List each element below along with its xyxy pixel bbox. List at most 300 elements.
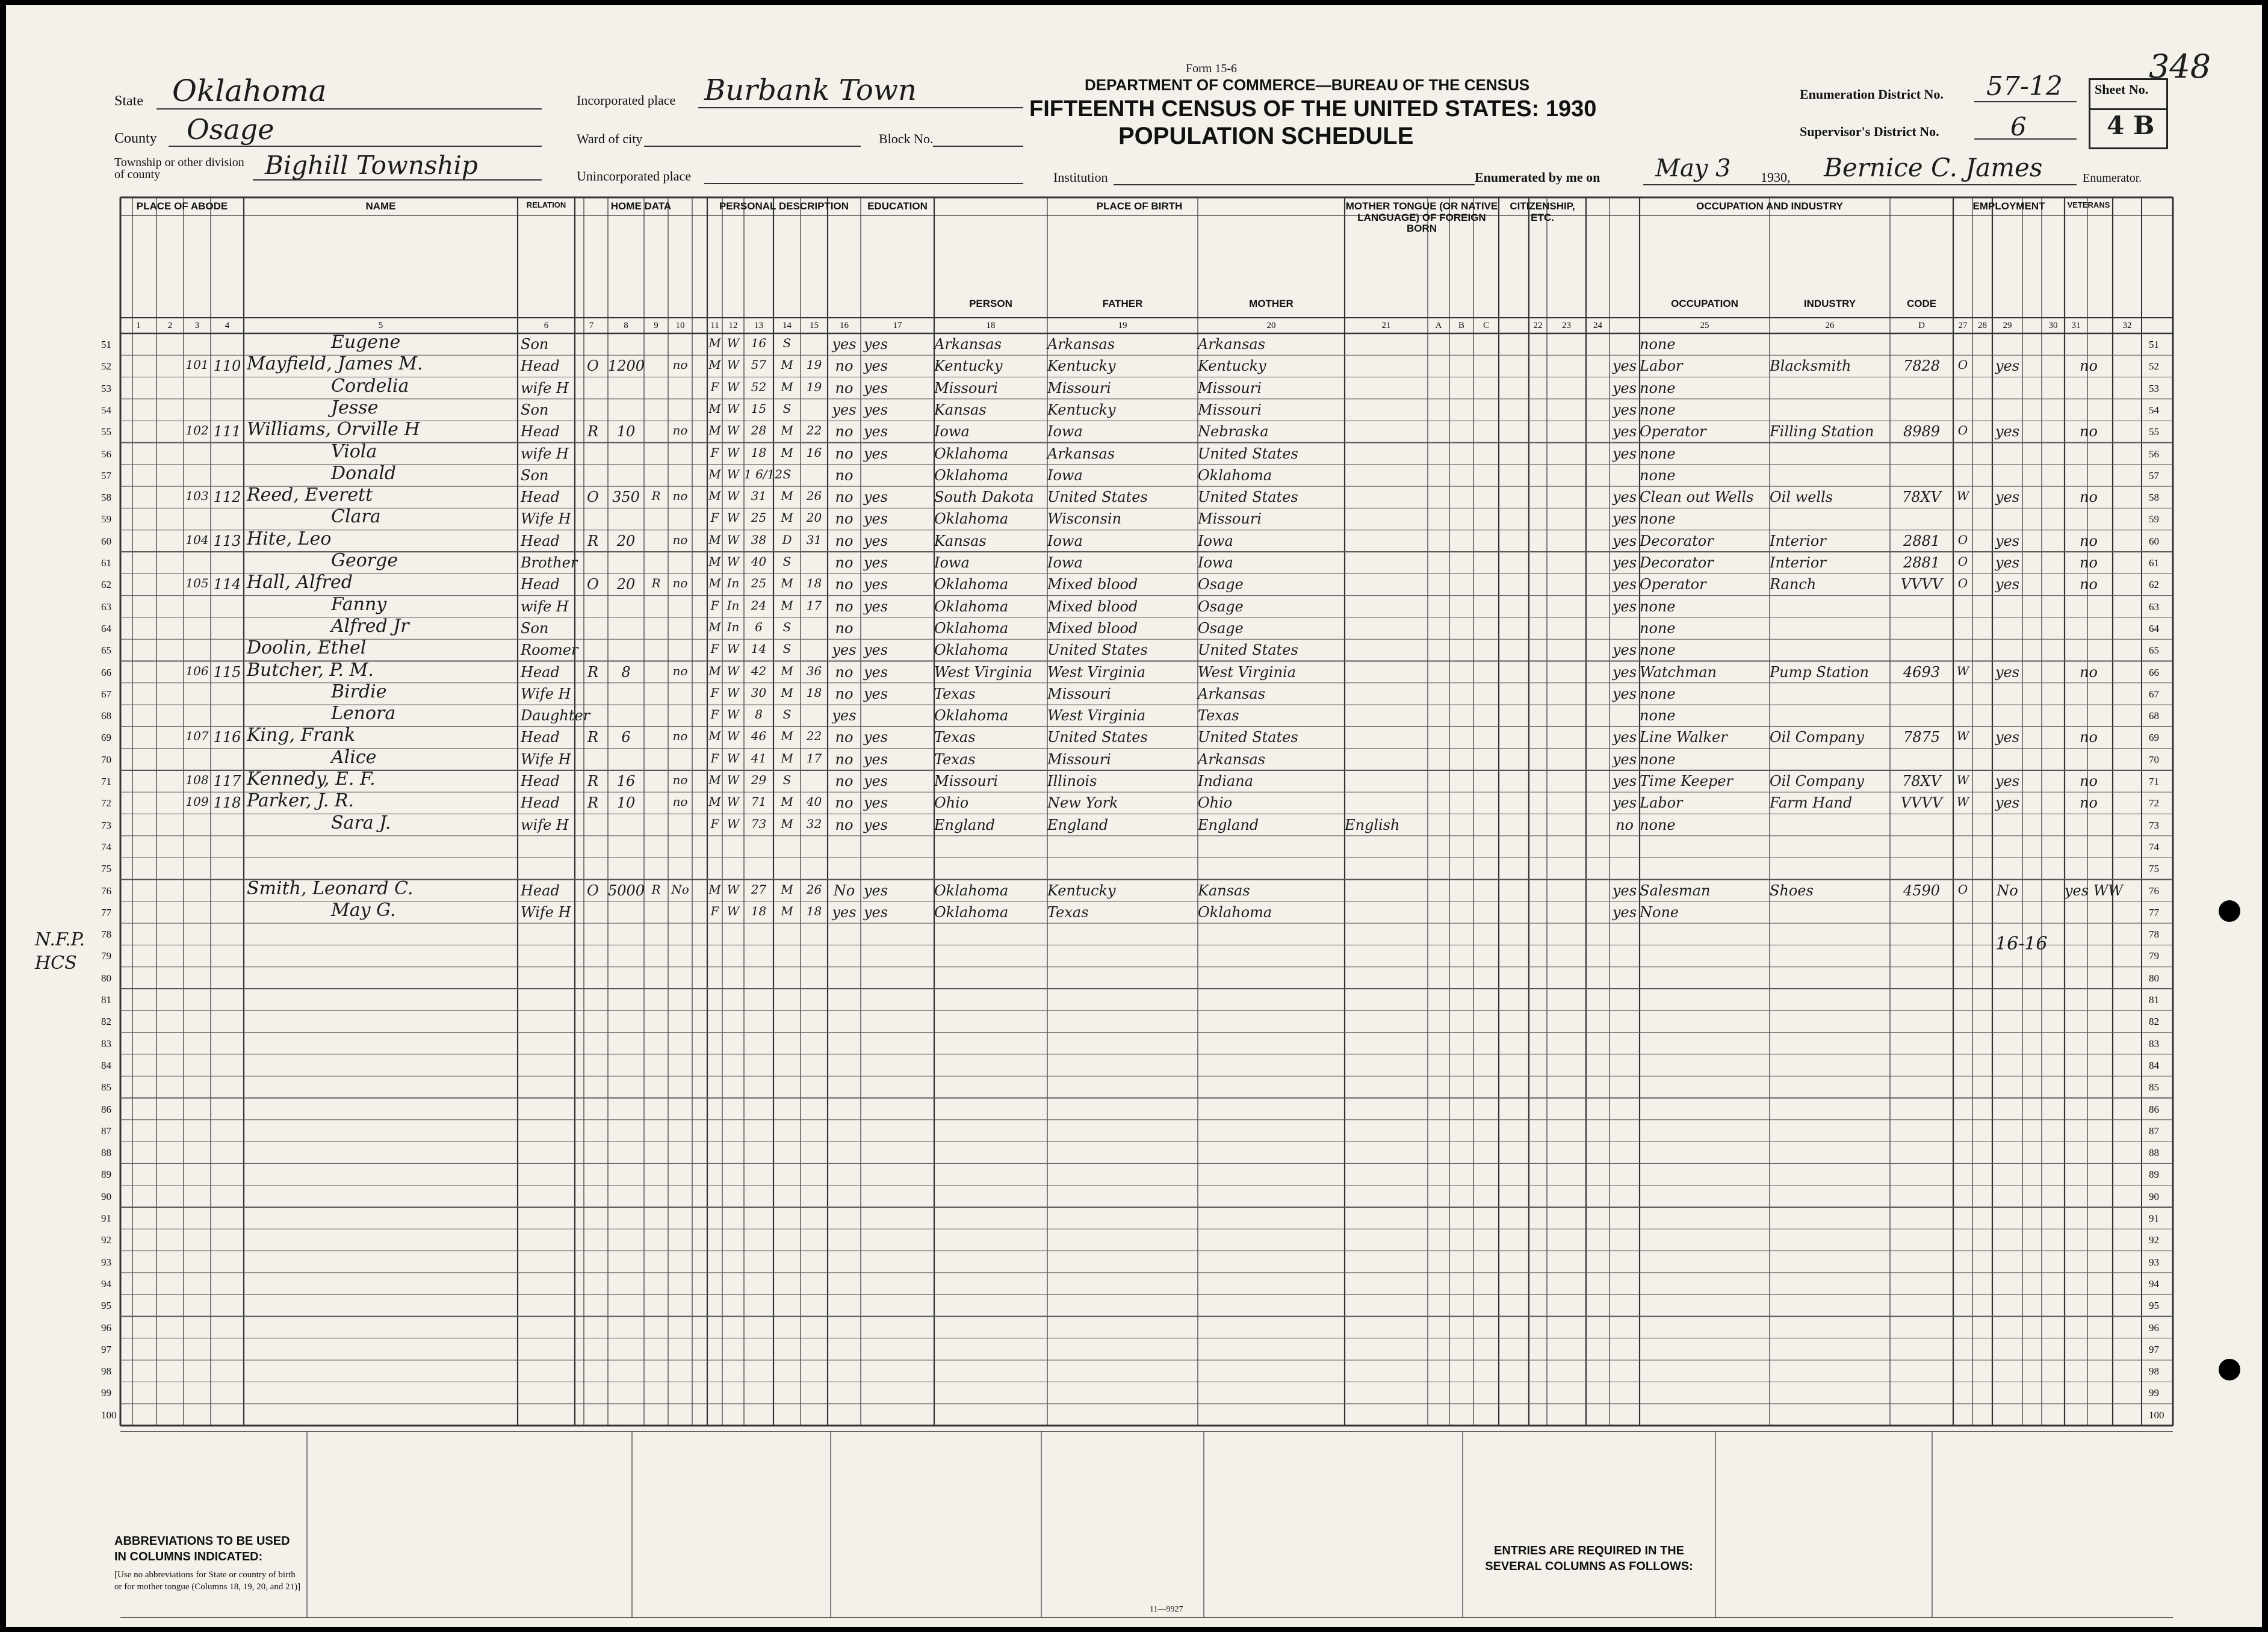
cell-eng: yes [1612, 510, 1637, 528]
cell-occ: none [1640, 641, 1676, 659]
cell-age: 8 [755, 707, 763, 722]
cell-rel: Son [521, 336, 549, 353]
institution-label: Institution [1053, 170, 1108, 185]
cell-sex: F [710, 685, 719, 700]
cell-race: In [727, 576, 740, 591]
cell-bp: Iowa [934, 423, 970, 440]
cell-name: Fanny [331, 593, 387, 615]
cell-agem: 22 [806, 423, 822, 438]
column-number: 18 [986, 321, 996, 330]
cell-fbp: United States [1047, 489, 1148, 506]
cell-mbp: England [1198, 816, 1259, 833]
cell-ind: Pump Station [1770, 663, 1869, 681]
column-number: 17 [893, 321, 902, 330]
table-row [6, 705, 2262, 726]
cell-fbp: Wisconsin [1047, 510, 1122, 528]
column-number: 22 [1533, 321, 1543, 330]
row-number-left: 55 [101, 426, 111, 438]
cell-mbp: Oklahoma [1198, 466, 1272, 484]
column-group-label: HOME DATA [610, 200, 672, 212]
cell-name: George [331, 550, 398, 571]
table-row [6, 858, 2262, 879]
table-row [6, 1229, 2262, 1250]
table-row [6, 1098, 2262, 1120]
cell-sex: M [708, 773, 721, 787]
cell-agem: 26 [806, 489, 822, 504]
enumerator-name: Bernice C. James [1824, 153, 2043, 182]
cell-age: 27 [751, 882, 767, 897]
cell-read: yes [863, 357, 888, 375]
row-number-right: 67 [2149, 688, 2159, 700]
cell-agem: 31 [806, 532, 822, 547]
cell-agem: 19 [806, 379, 822, 394]
table-row [6, 770, 2262, 792]
cell-rel: Wife H [521, 903, 571, 921]
row-number-right: 76 [2149, 885, 2159, 897]
row-number-right: 71 [2149, 776, 2159, 787]
cell-occ: none [1640, 445, 1676, 462]
column-group-label: PLACE OF ABODE [136, 200, 228, 212]
column-number: 3 [194, 321, 200, 330]
cell-rel: Son [521, 401, 549, 418]
cell-agem: 17 [806, 598, 822, 613]
cell-sch: no [835, 357, 854, 375]
cell-ms: M [781, 663, 793, 678]
table-row [6, 792, 2262, 814]
cell-own: O [587, 489, 599, 506]
table-row [6, 923, 2262, 945]
row-number-right: 89 [2149, 1169, 2159, 1181]
cell-mbp: West Virginia [1198, 663, 1297, 681]
cell-name: Alice [331, 746, 377, 768]
row-number-left: 60 [101, 535, 111, 547]
cell-name: Hall, Alfred [247, 572, 353, 593]
cell-sex: M [708, 554, 721, 569]
row-number-right: 64 [2149, 622, 2159, 634]
row-number-right: 90 [2149, 1190, 2159, 1202]
table-row [6, 683, 2262, 705]
cell-val: 5000 [608, 882, 645, 899]
cell-farm: no [672, 357, 688, 372]
cell-cls: O [1957, 357, 1968, 372]
cell-sch: no [835, 466, 854, 484]
row-number-left: 61 [101, 557, 111, 569]
cell-fbp: Iowa [1047, 423, 1083, 440]
block-label: Block No. [879, 131, 934, 146]
cell-code: 78XV [1902, 489, 1941, 506]
cell-age: 1 6/12 [744, 466, 782, 481]
cell-sch: no [835, 510, 854, 528]
row-number-right: 63 [2149, 601, 2159, 613]
cell-ms: M [781, 794, 793, 809]
sheet-stamp: 348 [2149, 48, 2211, 85]
cell-age: 31 [751, 489, 767, 504]
table-row [6, 1163, 2262, 1185]
cell-farm: no [672, 663, 688, 678]
township-label: Township or other division of county [114, 156, 244, 181]
cell-name: Doolin, Ethel [247, 637, 367, 659]
column-number: 21 [1381, 321, 1391, 330]
cell-eng: yes [1612, 598, 1637, 615]
cell-race: W [727, 532, 740, 547]
cell-bp: Arkansas [934, 336, 1002, 353]
cell-mbp: Ohio [1198, 794, 1233, 812]
abbr-title: ABBREVIATIONS TO BE USED IN COLUMNS INDICATED: [114, 1535, 290, 1563]
table-row [6, 333, 2262, 355]
cell-vet: no [2080, 423, 2098, 440]
cell-sex: M [708, 357, 721, 372]
cell-agem: 32 [806, 816, 822, 831]
row-number-right: 74 [2149, 841, 2159, 853]
table-row [6, 1251, 2262, 1273]
cell-fbp: Arkansas [1047, 336, 1115, 353]
row-number-right: 77 [2149, 906, 2159, 918]
table-row [6, 639, 2262, 661]
cell-ms: M [781, 576, 793, 591]
cell-fbp: Missouri [1047, 685, 1111, 702]
cell-mbp: Missouri [1198, 510, 1262, 528]
row-number-right: 96 [2149, 1321, 2159, 1334]
table-row [6, 967, 2262, 989]
cell-read: yes [863, 773, 888, 790]
cell-name: King, Frank [247, 725, 356, 746]
row-number-right: 87 [2149, 1125, 2159, 1137]
column-number: 16 [840, 321, 849, 330]
cell-ind: Filling Station [1770, 423, 1874, 440]
cell-work: yes [1995, 663, 2020, 681]
cell-agem: 16 [806, 445, 822, 460]
row-number-right: 58 [2149, 492, 2159, 504]
cell-occ: Clean out Wells [1640, 489, 1754, 506]
cell-read: yes [863, 816, 888, 833]
row-number-left: 67 [101, 688, 111, 700]
cell-work: yes [1995, 357, 2020, 375]
cell-rel: Head [521, 576, 560, 593]
cell-eng: yes [1612, 445, 1637, 462]
row-number-left: 88 [101, 1147, 111, 1159]
cell-code: 4590 [1903, 882, 1941, 899]
row-number-left: 51 [101, 339, 111, 350]
table-row [6, 1294, 2262, 1316]
row-number-right: 79 [2149, 950, 2159, 962]
table-row [6, 377, 2262, 399]
cell-mbp: United States [1198, 489, 1298, 506]
cell-eng: yes [1612, 663, 1637, 681]
cell-bp: Missouri [934, 379, 998, 397]
cell-agem: 18 [806, 685, 822, 700]
cell-cls: O [1957, 554, 1968, 569]
row-number-left: 83 [101, 1037, 111, 1049]
row-number-left: 75 [101, 863, 111, 875]
cell-sex: F [710, 903, 719, 918]
cell-fbp: Kentucky [1047, 401, 1116, 418]
cell-mbp: United States [1198, 641, 1298, 659]
column-number: 27 [1958, 321, 1968, 330]
cell-age: 28 [751, 423, 767, 438]
cell-ms: M [781, 598, 793, 613]
row-number-right: 72 [2149, 797, 2159, 809]
cell-rel: Roomer [521, 641, 578, 659]
row-number-left: 64 [101, 622, 111, 634]
cell-rel: Wife H [521, 685, 571, 702]
cell-age: 14 [751, 641, 767, 657]
cell-mbp: Oklahoma [1198, 903, 1272, 921]
cell-rel: Head [521, 532, 560, 549]
row-number-right: 84 [2149, 1059, 2159, 1071]
cell-sex: M [708, 882, 721, 897]
cell-bp: England [934, 816, 996, 833]
column-group-label: PLACE OF BIRTH [1096, 200, 1183, 212]
cell-ind: Farm Hand [1770, 794, 1853, 812]
row-number-left: 92 [101, 1234, 111, 1246]
cell-sch: no [835, 423, 854, 440]
table-row [6, 440, 2262, 465]
cell-name: Reed, Everett [247, 484, 373, 506]
cell-race: W [727, 336, 740, 350]
margin-note: N.F.P. HCS [35, 929, 85, 974]
cell-age: 41 [751, 750, 767, 765]
cell-sch: yes [832, 641, 857, 659]
cell-ms: M [781, 510, 793, 525]
cell-bp: Oklahoma [934, 576, 1009, 593]
cell-fbp: Texas [1047, 903, 1089, 921]
cell-race: W [727, 707, 740, 722]
column-number: 19 [1118, 321, 1127, 330]
row-number-left: 63 [101, 601, 111, 613]
cell-mbp: Arkansas [1198, 750, 1266, 768]
row-number-right: 92 [2149, 1234, 2159, 1246]
row-number-left: 94 [101, 1278, 111, 1290]
cell-cls: O [1957, 576, 1968, 591]
cell-eng: yes [1612, 532, 1637, 549]
enumerator-suffix: Enumerator. [2083, 172, 2142, 185]
sheet-value: 4 B [2107, 111, 2155, 140]
cell-age: 46 [751, 729, 767, 744]
cell-vet: no [2080, 532, 2098, 549]
cell-rel: Son [521, 466, 549, 484]
cell-vet: no [2080, 794, 2098, 812]
cell-occ: none [1640, 707, 1676, 725]
row-number-right: 60 [2149, 535, 2159, 547]
cell-ind: Oil Company [1770, 773, 1864, 790]
cell-eng: yes [1612, 794, 1637, 812]
table-row [6, 530, 2262, 552]
row-number-right: 94 [2149, 1278, 2159, 1290]
cell-cls: W [1956, 663, 1969, 678]
cell-sex: M [708, 619, 721, 634]
row-number-left: 96 [101, 1321, 111, 1334]
cell-val: 8 [621, 663, 631, 681]
cell-sex: F [710, 445, 719, 460]
column-heading: PERSON [969, 298, 1012, 309]
cell-occ: Salesman [1640, 882, 1711, 899]
cell-bp: Missouri [934, 773, 998, 790]
cell-fbp: Mixed blood [1047, 598, 1138, 615]
cell-vet: yes WW [2065, 882, 2124, 899]
cell-age: 15 [751, 401, 767, 416]
cell-sex: F [710, 510, 719, 525]
incorporated-value: Burbank Town [704, 73, 917, 107]
cell-sex: M [708, 729, 721, 744]
cell-sch: yes [832, 903, 857, 921]
cell-ms: M [781, 357, 793, 372]
cell-vet: no [2080, 554, 2098, 571]
cell-race: W [727, 794, 740, 809]
row-number-right: 80 [2149, 972, 2159, 984]
cell-eng: yes [1612, 773, 1637, 790]
row-number-right: 91 [2149, 1213, 2159, 1224]
cell-ms: S [782, 554, 792, 569]
cell-rel: Head [521, 773, 560, 790]
cell-code: 2881 [1903, 532, 1941, 549]
column-number: 24 [1593, 321, 1602, 330]
cell-sex: M [708, 336, 721, 350]
row-number-left: 87 [101, 1125, 111, 1137]
cell-age: 38 [751, 532, 767, 547]
cell-occ: Time Keeper [1640, 773, 1734, 790]
cell-vet: no [2080, 729, 2098, 746]
cell-rel: wife H [521, 445, 569, 462]
cell-code: 4693 [1903, 663, 1941, 681]
cell-bp: Oklahoma [934, 598, 1009, 615]
column-number: 4 [225, 321, 230, 330]
column-number: 29 [2003, 321, 2012, 330]
cell-radio: R [651, 882, 661, 897]
cell-occ: none [1640, 401, 1676, 418]
column-heading: FATHER [1102, 298, 1143, 309]
tally-note: 16-16 [1995, 933, 2048, 954]
cell-sex: M [708, 663, 721, 678]
row-number-left: 73 [101, 819, 111, 831]
cell-fbp: Mixed blood [1047, 576, 1138, 593]
cell-sch: no [835, 576, 854, 593]
cell-code: VVVV [1900, 576, 1943, 593]
cell-ms: D [782, 532, 792, 547]
cell-mbp: Arkansas [1198, 336, 1266, 353]
row-number-left: 53 [101, 382, 111, 394]
cell-rel: Son [521, 619, 549, 637]
cell-eng: yes [1612, 554, 1637, 571]
cell-race: W [727, 445, 740, 460]
cell-dw: 116 [213, 729, 241, 746]
cell-sex: M [708, 466, 721, 481]
table-row [6, 508, 2262, 530]
cell-occ: None [1640, 903, 1679, 921]
table-row [6, 462, 2262, 486]
cell-read: yes [863, 401, 888, 418]
cell-work: yes [1995, 729, 2020, 746]
census-title: FIFTEENTH CENSUS OF THE UNITED STATES: 1930 [1029, 96, 1597, 122]
row-number-left: 69 [101, 732, 111, 744]
cell-age: 18 [751, 903, 767, 918]
row-number-left: 52 [101, 360, 111, 372]
cell-read: yes [863, 489, 888, 506]
column-number: 31 [2071, 321, 2081, 330]
cell-cls: O [1957, 882, 1968, 897]
cell-race: W [727, 773, 740, 787]
cell-eng: yes [1612, 750, 1637, 768]
cell-ms: S [782, 401, 792, 416]
cell-eng: yes [1612, 729, 1637, 746]
column-number: 11 [710, 321, 719, 330]
cell-farm: no [672, 489, 688, 504]
cell-read: yes [863, 510, 888, 528]
column-number: 9 [654, 321, 658, 330]
cell-mbp: Osage [1198, 576, 1244, 593]
cell-sch: no [835, 445, 854, 462]
cell-hn: 105 [185, 576, 209, 591]
cell-rel: Head [521, 423, 560, 440]
binder-hole [2219, 1359, 2240, 1380]
cell-ms: S [782, 619, 792, 634]
township-value: Bighill Township [265, 150, 478, 180]
row-number-right: 85 [2149, 1081, 2159, 1093]
cell-read: yes [863, 423, 888, 440]
cell-val: 10 [616, 794, 636, 812]
cell-code: 7828 [1903, 357, 1941, 375]
cell-code: VVVV [1900, 794, 1943, 812]
cell-sex: F [710, 816, 719, 831]
row-number-right: 83 [2149, 1037, 2159, 1049]
cell-mbp: Osage [1198, 619, 1244, 637]
cell-fbp: Iowa [1047, 532, 1083, 549]
column-number: 5 [378, 321, 383, 330]
column-number: 26 [1825, 321, 1835, 330]
row-number-left: 99 [101, 1387, 111, 1399]
row-number-left: 56 [101, 448, 111, 460]
cell-agem: 18 [806, 576, 822, 591]
cell-occ: Labor [1640, 794, 1683, 812]
cell-ind: Shoes [1770, 882, 1814, 899]
supervisor-label: Supervisor's District No. [1800, 124, 1939, 139]
row-number-right: 70 [2149, 753, 2159, 765]
row-number-left: 58 [101, 492, 111, 504]
cell-bp: Oklahoma [934, 707, 1009, 725]
cell-sch: yes [832, 336, 857, 353]
cell-vet: no [2080, 663, 2098, 681]
cell-mbp: Indiana [1198, 773, 1254, 790]
cell-rel: wife H [521, 379, 569, 397]
cell-race: W [727, 750, 740, 765]
cell-ind: Interior [1770, 554, 1826, 571]
cell-sch: yes [832, 707, 857, 725]
cell-eng: yes [1612, 641, 1637, 659]
cell-occ: Operator [1640, 423, 1706, 440]
cell-dw: 110 [213, 357, 241, 375]
cell-rel: Head [521, 357, 560, 375]
cell-eng: yes [1612, 685, 1637, 702]
cell-cls: O [1957, 423, 1968, 438]
cell-sex: F [710, 379, 719, 394]
cell-race: W [727, 489, 740, 504]
cell-work: yes [1995, 576, 2020, 593]
cell-val: 10 [616, 423, 636, 440]
cell-ms: M [781, 729, 793, 744]
cell-name: Mayfield, James M. [247, 353, 423, 375]
column-group-label: EMPLOYMENT [1972, 200, 2045, 212]
cell-sch: no [835, 729, 854, 746]
cell-eng: yes [1612, 903, 1637, 921]
cell-name: Sara J. [331, 812, 391, 833]
cell-mbp: Kentucky [1198, 357, 1266, 375]
cell-read: yes [863, 685, 888, 702]
row-number-right: 81 [2149, 994, 2159, 1006]
enum-date: May 3 [1655, 155, 1731, 182]
cell-read: yes [863, 750, 888, 768]
row-number-left: 66 [101, 666, 111, 678]
cell-ms: M [781, 903, 793, 918]
cell-bp: Iowa [934, 554, 970, 571]
